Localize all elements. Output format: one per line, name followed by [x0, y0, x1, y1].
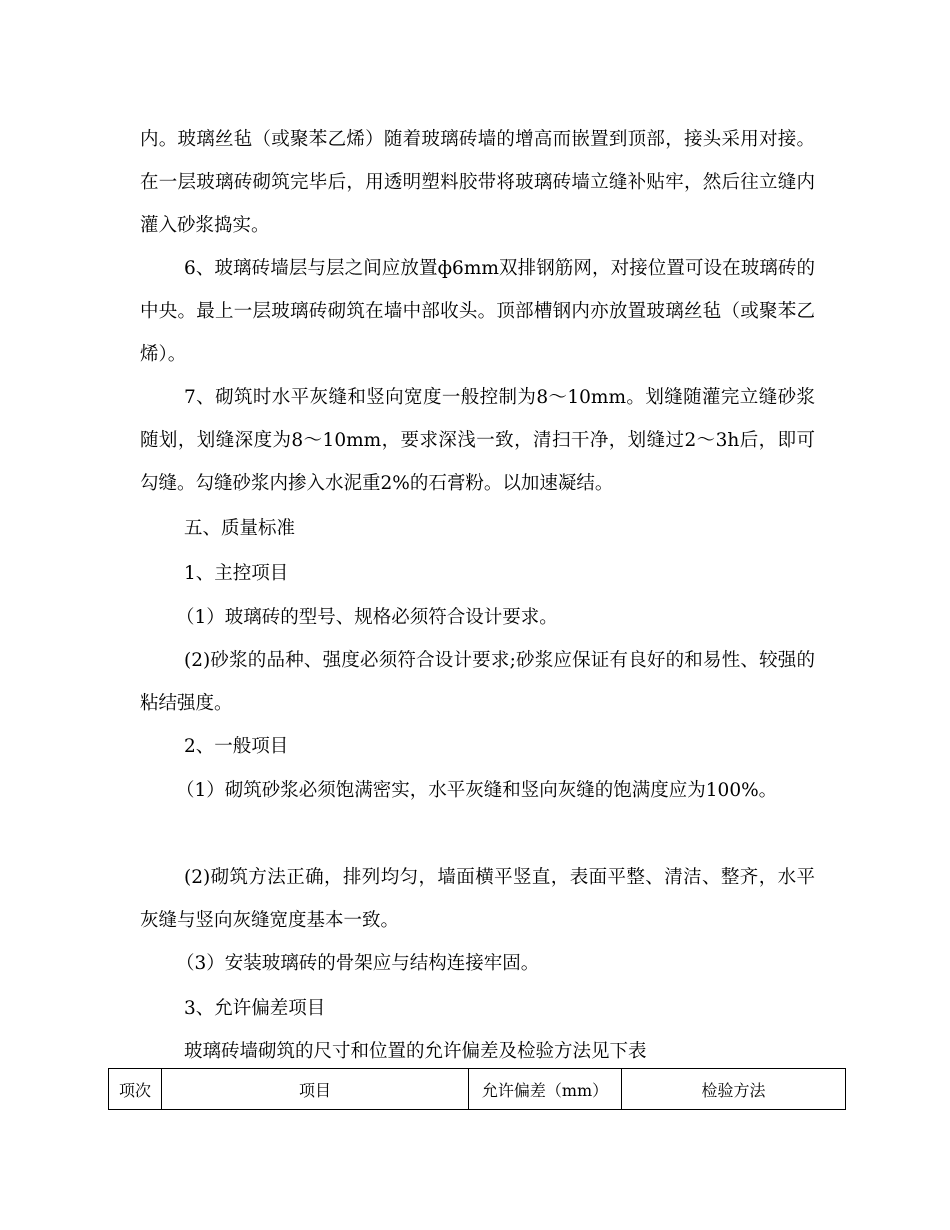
header-item: 项目 — [162, 1069, 469, 1110]
section-heading-quality: 五、质量标准 — [184, 518, 296, 539]
paragraph-main-2: (2)砂浆的品种、强度必须符合设计要求;砂浆应保证有良好的和易性、较强的粘结强度。 — [140, 650, 815, 714]
paragraph-general-3: （3）安装玻璃砖的骨架应与结构连接牢固。 — [176, 953, 540, 974]
header-index: 项次 — [109, 1069, 162, 1110]
header-method: 检验方法 — [622, 1069, 846, 1110]
paragraph-general-1: （1）砌筑砂浆必须饱满密实，水平灰缝和竖向灰缝的饱满度应为100%。 — [176, 780, 778, 801]
subheading-main-items: 1、主控项目 — [184, 563, 289, 584]
subheading-general-items: 2、一般项目 — [184, 736, 289, 757]
paragraph-general-2: (2)砌筑方法正确，排列均匀，墙面横平竖直，表面平整、清洁、整齐，水平灰缝与竖向灰缝宽度基本一致。 — [140, 867, 815, 931]
paragraph-main-1: （1）玻璃砖的型号、规格必须符合设计要求。 — [176, 607, 558, 628]
header-tolerance: 允许偏差（mm） — [469, 1069, 622, 1110]
paragraph-glass-wool: 内。玻璃丝毡（或聚苯乙烯）随着玻璃砖墙的增高而嵌置到顶部，接头采用对接。在一层玻璃砖砌筑完毕后，用透明塑料胶带将玻璃砖墙立缝补贴牢，然后往立缝内灌入砂浆捣实。 — [140, 129, 815, 236]
table-caption: 玻璃砖墙砌筑的尺寸和位置的允许偏差及检验方法见下表 — [184, 1041, 647, 1062]
paragraph-item-6: 6、玻璃砖墙层与层之间应放置ф6mm双排钢筋网，对接位置可设在玻璃砖的中央。最上一层玻璃砖砌筑在墙中部收头。顶部槽钢内亦放置玻璃丝毡（或聚苯乙烯）。 — [140, 258, 815, 365]
paragraph-item-7: 7、砌筑时水平灰缝和竖向宽度一般控制为8～10mm。划缝随灌完立缝砂浆随划，划缝深度为8～10mm，要求深浅一致，清扫干净，划缝过2～3h后，即可勾缝。勾缝砂浆内掺入水泥重2%的石膏粉。以加速凝结。 — [140, 387, 815, 494]
subheading-tolerance-items: 3、允许偏差项目 — [184, 998, 326, 1019]
table-header-row — [109, 1069, 846, 1110]
tolerance-table — [108, 1068, 846, 1110]
tolerance-table-wrap — [108, 1068, 846, 1110]
